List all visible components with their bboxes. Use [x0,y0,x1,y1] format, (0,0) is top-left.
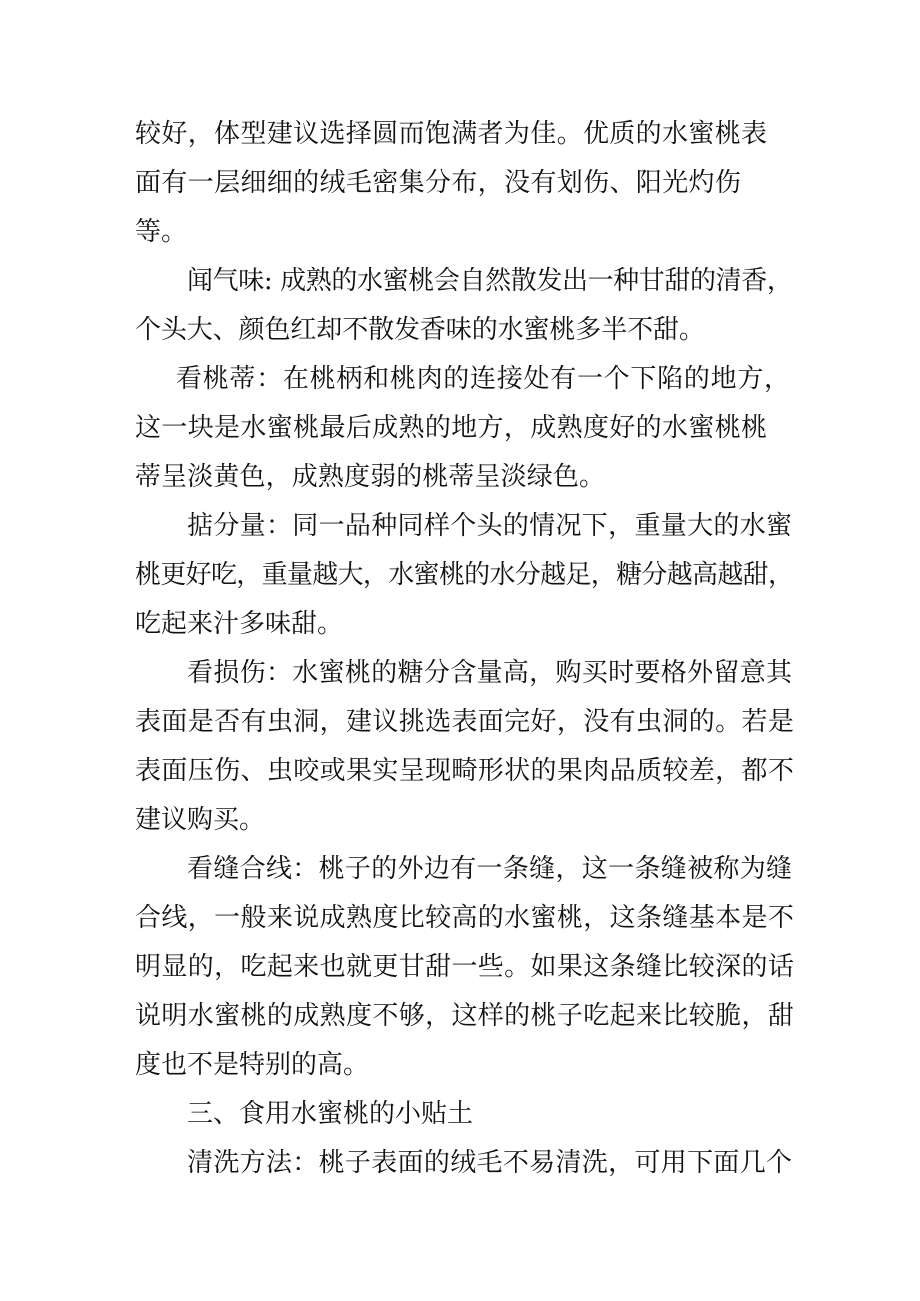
text-line: 面有一层细细的绒毛密集分布，没有划伤、阳光灼伤 [135,168,742,198]
text-line: 这一块是水蜜桃最后成熟的地方，成熟度好的水蜜桃桃 [135,413,768,443]
text-line: 说明水蜜桃的成熟度不够，这样的桃子吃起来比较脆，甜 [135,1001,795,1031]
text-line: 建议购买。 [135,805,266,835]
text-line: 合线，一般来说成熟度比较高的水蜜桃，这条缝基本是不 [135,903,795,933]
text-line: 个头大、颜色红却不散发香味的水蜜桃多半不甜。 [135,315,705,345]
text-line: 清洗方法：桃子表面的绒毛不易清洗，可用下面几个 [187,1148,793,1178]
text-line: 看损伤：水蜜桃的糖分含量高，购买时要格外留意其 [187,658,793,688]
text-line: 掂分量：同一品种同样个头的情况下，重量大的水蜜 [187,511,793,541]
text-line: 蒂呈淡黄色，成熟度弱的桃蒂呈淡绿色。 [135,462,606,492]
text-line: 闻气味: 成熟的水蜜桃会自然散发出一种甘甜的清香， [187,266,793,296]
text-line: 表面是否有虫洞，建议挑选表面完好，没有虫洞的。若是 [135,707,795,737]
text-line: 等。 [135,217,188,247]
text-line: 较好，体型建议选择圆而饱满者为佳。优质的水蜜桃表 [135,119,768,149]
text-line: 度也不是特别的高。 [135,1050,370,1080]
text-line: 桃更好吃，重量越大，水蜜桃的水分越足，糖分越高越甜， [135,560,794,590]
text-line: 表面压伤、虫咬或果实呈现畸形状的果肉品质较差，都不 [135,756,795,786]
text-line: 吃起来汁多味甜。 [135,609,344,639]
text-line: 看缝合线：桃子的外边有一条缝，这一条缝被称为缝 [187,854,793,884]
text-line: 明显的，吃起来也就更甘甜一些。如果这条缝比较深的话 [135,952,795,982]
text-line: 看桃蒂：在桃柄和桃肉的连接处有一个下陷的地方， [176,364,791,394]
heading-text: 三、食用水蜜桃的小贴土 [187,1099,474,1129]
